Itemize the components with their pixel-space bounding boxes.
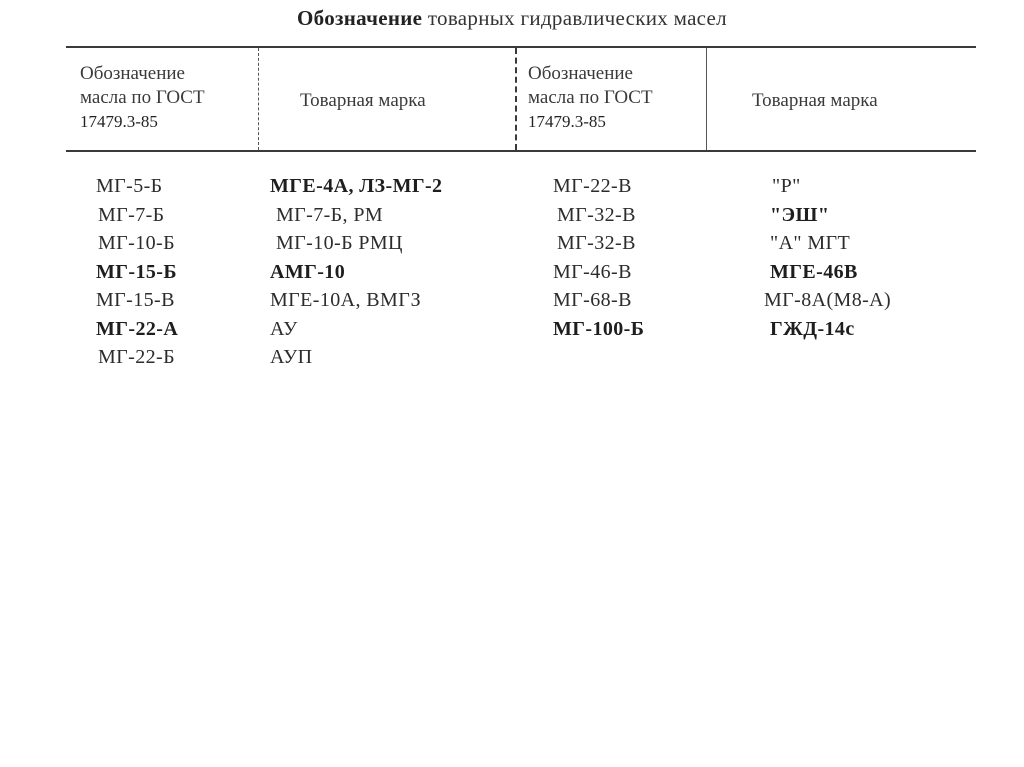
table-cell: "ЭШ" — [770, 203, 830, 226]
header-gost-col-1 — [80, 62, 205, 134]
header-brand-col-1-label: Товарная марка — [300, 90, 426, 111]
column-divider-1 — [258, 48, 259, 150]
column-divider-2 — [515, 48, 517, 150]
table-cell: МГ-32-В — [557, 232, 636, 254]
right-brand-column — [764, 172, 892, 343]
table-title-bold: Обозначение — [297, 6, 423, 30]
header-bottom-rule — [66, 150, 976, 152]
header-gost-col-2 — [528, 62, 653, 134]
table-cell: МГЕ-4А, ЛЗ-МГ-2 — [270, 175, 443, 197]
table-cell: МГ-15-В — [96, 289, 175, 311]
header-gost-col-1-line-2: масла по ГОСТ — [80, 87, 205, 108]
left-brand-column — [270, 172, 442, 372]
table-cell: МГ-15-Б — [96, 260, 177, 283]
header-brand-col-1 — [300, 89, 426, 113]
table-cell: "Р" — [772, 175, 801, 197]
table-cell: "А" МГТ — [770, 232, 851, 254]
header-gost-col-2-line-2: масла по ГОСТ — [528, 87, 653, 108]
table-cell: МГ-100-Б — [553, 317, 645, 340]
table-cell: АУП — [270, 346, 313, 368]
table-cell: ГЖД-14с — [770, 317, 855, 340]
left-gost-column — [96, 172, 178, 372]
table-cell: МГ-10-Б РМЦ — [276, 232, 403, 254]
table-cell: МГ-22-Б — [98, 346, 175, 368]
header-brand-col-2 — [752, 89, 878, 113]
table-title-rest: товарных гидравлических масел — [422, 6, 727, 30]
table-cell: АУ — [270, 317, 298, 340]
table-cell: МГ-22-В — [553, 175, 632, 197]
header-gost-col-1-line-1: Обозначение — [80, 63, 185, 84]
table-cell: МГ-68-В — [553, 289, 632, 311]
header-brand-col-2-label: Товарная марка — [752, 90, 878, 111]
table-cell: МГ-10-Б — [98, 232, 175, 254]
header-gost-col-1-line-3: 17479.3-85 — [80, 112, 158, 131]
table-cell: МГ-5-Б — [96, 175, 163, 197]
header-top-rule — [66, 46, 976, 48]
header-gost-col-2-line-3: 17479.3-85 — [528, 112, 606, 131]
table-cell: АМГ-10 — [270, 260, 346, 283]
table-cell: МГЕ-46В — [770, 260, 858, 283]
table-title — [0, 6, 1024, 31]
table-cell: МГ-46-В — [553, 260, 632, 283]
table-cell: МГ-7-Б — [98, 203, 165, 226]
table-cell: МГ-32-В — [557, 203, 636, 226]
column-divider-3 — [706, 48, 707, 150]
table-cell: МГЕ-10А, ВМГЗ — [270, 289, 422, 311]
table-cell: МГ-7-Б, РМ — [276, 203, 384, 226]
table-cell: МГ-8А(М8-А) — [764, 289, 892, 311]
right-gost-column — [553, 172, 644, 343]
header-gost-col-2-line-1: Обозначение — [528, 63, 633, 84]
table-cell: МГ-22-А — [96, 317, 179, 340]
